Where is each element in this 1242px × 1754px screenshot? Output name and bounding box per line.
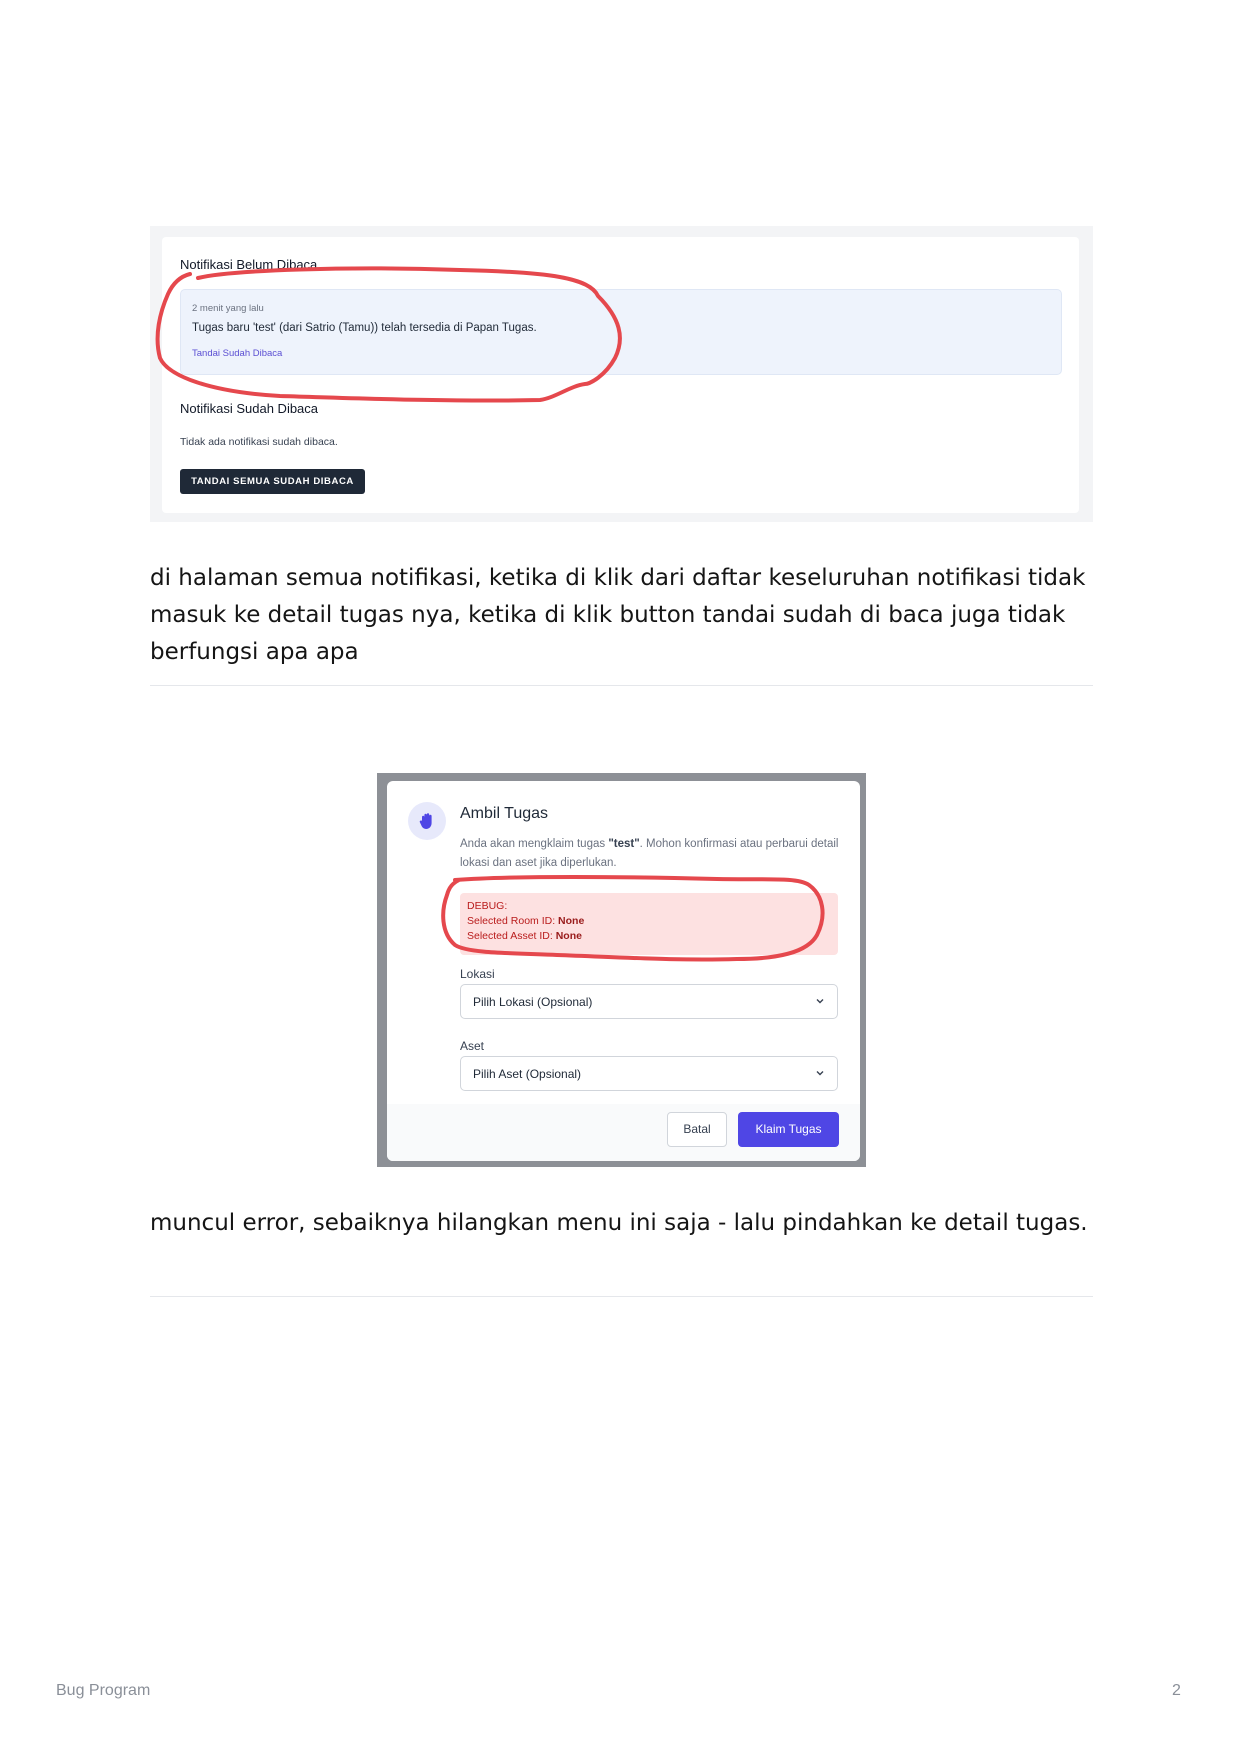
notification-item[interactable] [180, 289, 1062, 375]
unread-heading: Notifikasi Belum Dibaca [180, 257, 318, 272]
debug-asset-label: Selected Asset ID: [467, 930, 553, 942]
page-number: 2 [1172, 1682, 1181, 1699]
dialog-title: Ambil Tugas [460, 805, 549, 822]
asset-select[interactable] [460, 1056, 838, 1091]
debug-box [460, 893, 838, 955]
debug-label: DEBUG: [467, 900, 508, 912]
debug-asset-line [467, 929, 831, 944]
description-text-end: . Mohon konfirmasi atau perbarui detail lokasi dan aset jika diperlukan. [460, 838, 839, 869]
dialog-description [460, 835, 840, 873]
bug-description-1: di halaman semua notifikasi, ketika di klik dari daftar keseluruhan notifikasi tidak masuk ke detail tugas nya, ketika di klik button tandai sudah di baca juga tidak berfungsi apa apa [150, 565, 1086, 665]
asset-label: Aset [460, 1039, 485, 1053]
chevron-down-icon [814, 1067, 826, 1079]
mark-read-link[interactable]: Tandai Sudah Dibaca [192, 348, 283, 359]
divider [150, 685, 1093, 686]
location-select[interactable] [460, 984, 838, 1019]
notifications-card [162, 237, 1079, 513]
claim-dialog [387, 781, 860, 1161]
debug-asset-value: None [555, 930, 582, 942]
hand-icon [408, 802, 446, 840]
debug-room-value: None [558, 915, 585, 927]
notification-time: 2 menit yang lalu [192, 303, 264, 314]
notifications-screenshot [150, 226, 1093, 522]
claim-task-button[interactable]: Klaim Tugas [738, 1112, 839, 1147]
claim-dialog-screenshot [377, 773, 866, 1167]
debug-room-line [467, 914, 831, 929]
mark-all-read-button[interactable]: TANDAI SEMUA SUDAH DIBACA [180, 469, 365, 494]
asset-select-value: Pilih Aset (Opsional) [473, 1067, 582, 1081]
location-label: Lokasi [460, 967, 495, 981]
read-empty-text: Tidak ada notifikasi sudah dibaca. [180, 436, 338, 448]
divider [150, 1296, 1093, 1297]
chevron-down-icon [814, 995, 826, 1007]
location-select-value: Pilih Lokasi (Opsional) [473, 995, 593, 1009]
cancel-button[interactable]: Batal [667, 1112, 727, 1147]
notification-message: Tugas baru 'test' (dari Satrio (Tamu)) telah tersedia di Papan Tugas. [192, 322, 537, 334]
bug-description-2: muncul error, sebaiknya hilangkan menu ini saja - lalu pindahkan ke detail tugas. [150, 1210, 1088, 1236]
description-text: Anda akan mengklaim tugas [460, 838, 609, 850]
task-name: "test" [608, 838, 640, 850]
read-heading: Notifikasi Sudah Dibaca [180, 401, 319, 416]
footer-document-title: Bug Program [56, 1682, 151, 1699]
debug-room-label: Selected Room ID: [467, 915, 556, 927]
